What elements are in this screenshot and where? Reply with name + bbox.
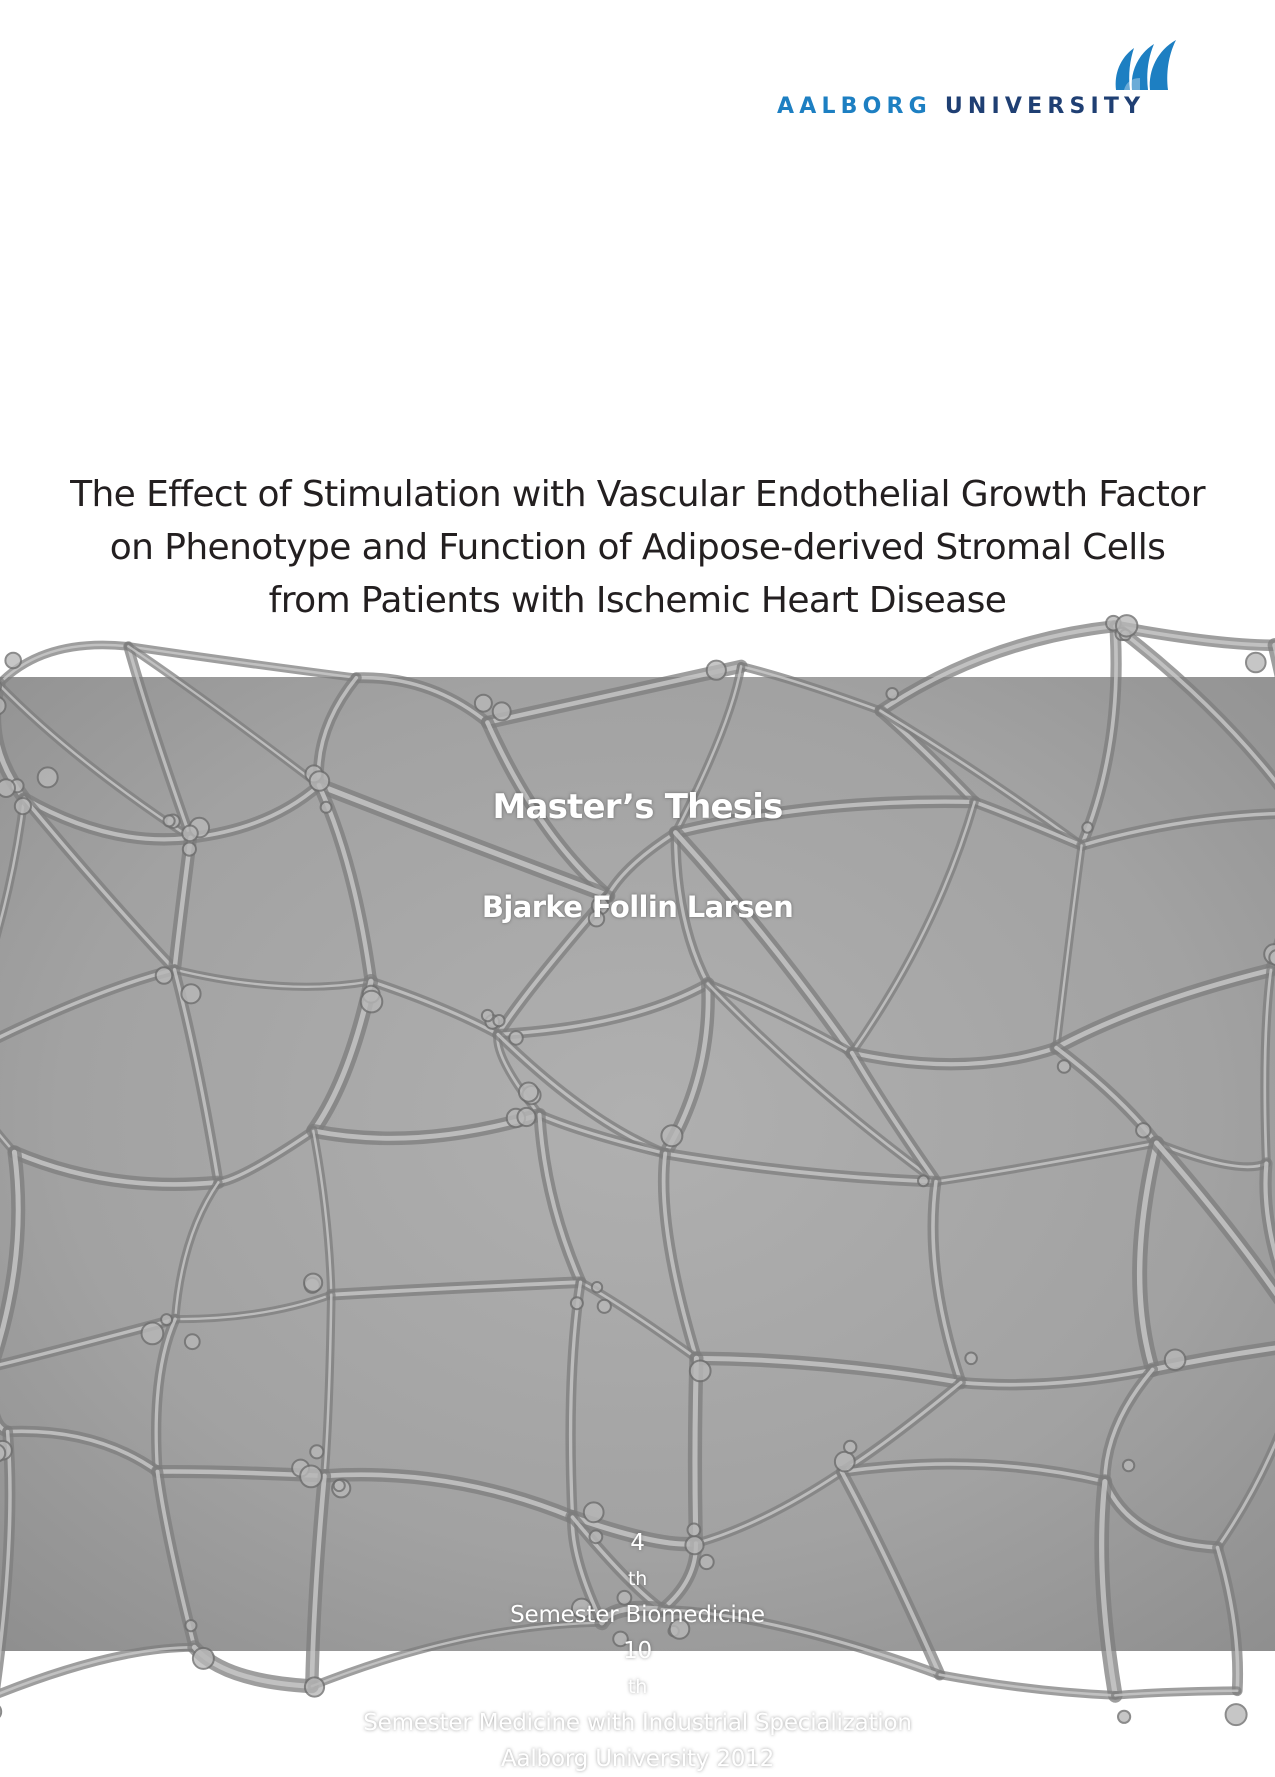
cell-body — [598, 1300, 611, 1313]
cell-micrograph-cover-image — [0, 677, 1275, 1651]
cell-body — [182, 826, 198, 842]
cell-body — [482, 1010, 493, 1021]
university-name-word1: AALBORG — [777, 94, 932, 119]
thesis-title-line: from Patients with Ischemic Heart Disease — [20, 574, 1255, 627]
cell-body — [517, 1108, 535, 1126]
university-name — [777, 94, 1145, 119]
cell-body — [493, 1015, 504, 1026]
thesis-title — [20, 468, 1255, 627]
cell-body — [156, 967, 173, 984]
thesis-title-line: The Effect of Stimulation with Vascular Endothelial Growth Factor — [20, 468, 1255, 521]
cell-body — [1136, 1123, 1150, 1137]
cell-body — [592, 1282, 602, 1292]
cell-body — [475, 695, 492, 712]
cell-body — [361, 991, 383, 1013]
cell-body — [183, 843, 196, 856]
footer-line-1: 4 th Semester Biomedicine — [0, 1525, 1275, 1633]
cell-body — [844, 1441, 856, 1453]
footer-line-2: 10 th Semester Medicine with Industrial Specialization — [0, 1633, 1275, 1741]
cell-body — [519, 1083, 538, 1102]
cell-body — [1123, 1460, 1134, 1471]
cell-body — [1246, 653, 1266, 673]
cell-body — [509, 1031, 523, 1045]
cell-body — [965, 1353, 977, 1365]
cell-body — [1165, 1350, 1186, 1371]
cell-strand-highlight — [695, 1358, 696, 1543]
footer-line-3: Aalborg University 2012 — [0, 1741, 1275, 1777]
cell-body — [334, 1480, 345, 1491]
cell-body — [493, 702, 511, 720]
cell-body — [5, 653, 21, 669]
cell-body — [918, 1175, 929, 1186]
cell-body — [1058, 1060, 1071, 1073]
author-name: Bjarke Follin Larsen — [0, 890, 1275, 924]
cell-body — [690, 1361, 711, 1382]
cell-body — [181, 984, 200, 1003]
university-logo — [770, 38, 1210, 118]
cell-body — [304, 1274, 322, 1292]
cell-body — [1116, 615, 1137, 636]
cell-body — [142, 1323, 164, 1345]
cell-body — [300, 1466, 322, 1488]
cell-body — [38, 767, 58, 787]
cell-body — [310, 1445, 323, 1458]
cell-body — [661, 1125, 682, 1146]
cell-body — [571, 1297, 583, 1309]
aalborg-waves-logo-icon — [1110, 38, 1182, 92]
cell-body — [835, 1452, 855, 1472]
cell-body — [886, 688, 898, 700]
cell-body — [161, 1314, 172, 1325]
cover-footer — [0, 1525, 1275, 1777]
thesis-type-label: Master’s Thesis — [0, 787, 1275, 827]
cell-body — [584, 1502, 604, 1522]
university-name-word2: UNIVERSITY — [945, 94, 1145, 119]
thesis-title-line: on Phenotype and Function of Adipose-derived Stromal Cells — [20, 521, 1255, 574]
cell-body — [707, 661, 726, 680]
cell-body — [185, 1334, 200, 1349]
